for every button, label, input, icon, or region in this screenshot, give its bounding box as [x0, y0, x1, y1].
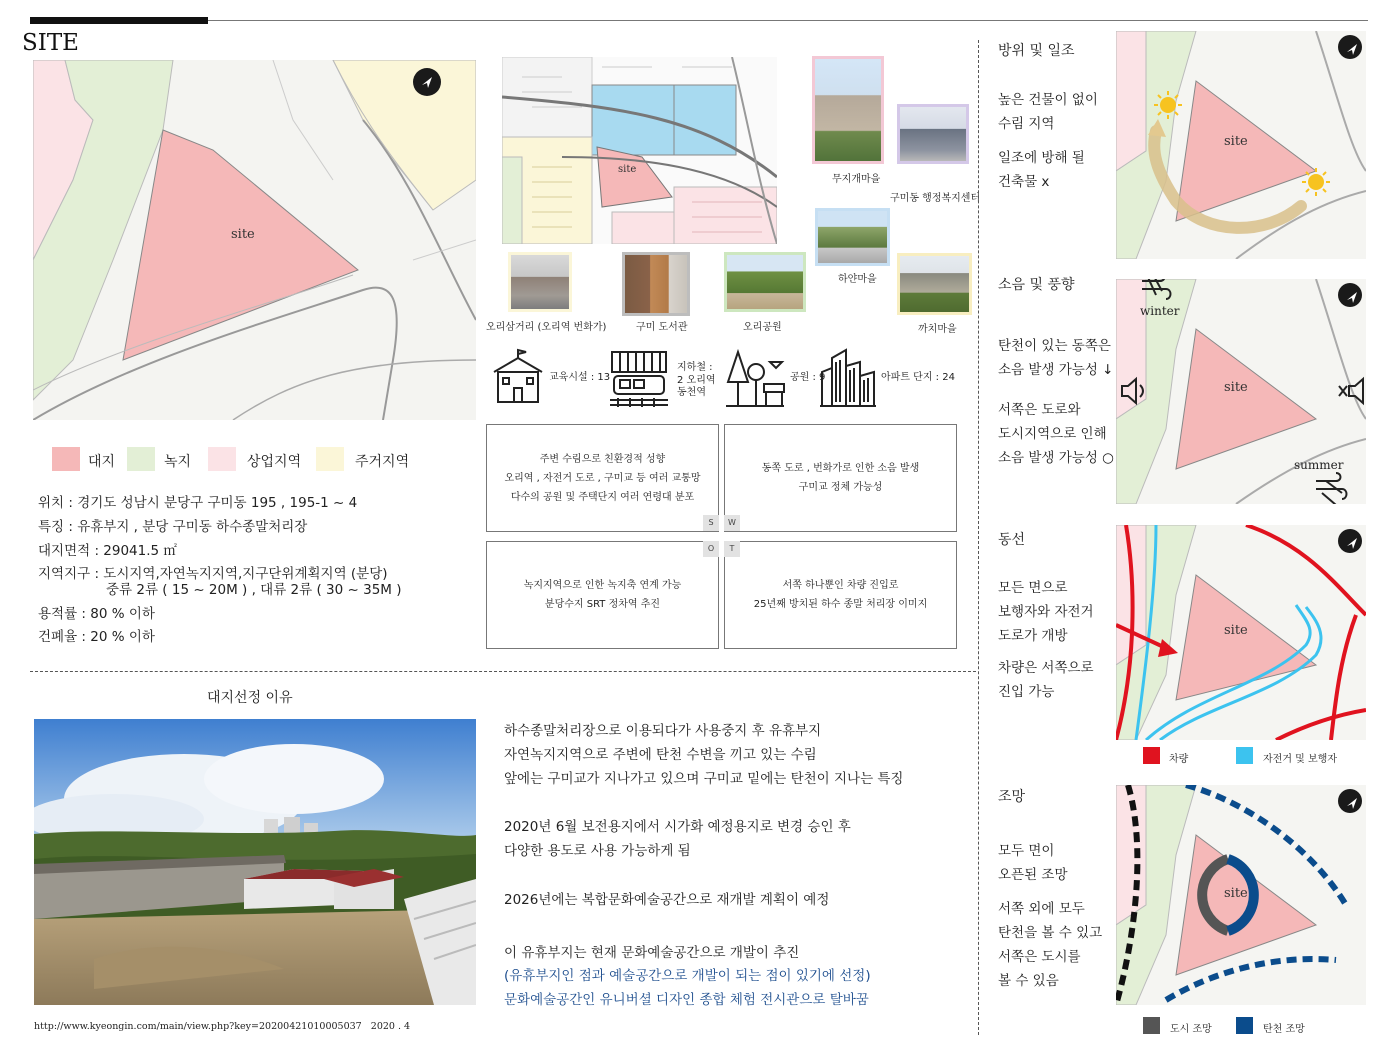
analysis-view-title: 조망 — [998, 789, 1026, 805]
view-site-label: site — [1224, 886, 1248, 901]
north-arrow-icon — [1338, 529, 1362, 553]
north-arrow-icon — [413, 68, 441, 96]
analysis-line: 서쪽은 도시를 — [998, 949, 1081, 965]
page-title: SITE — [22, 30, 79, 56]
legend-swatch-city-view — [1143, 1017, 1160, 1034]
legend-label-site: 대지 — [88, 454, 116, 470]
zoning-map — [502, 57, 777, 244]
caption-white-village: 하얀마을 — [838, 274, 877, 285]
swot-opportunity-box — [486, 541, 719, 649]
analysis-line: 소음 발생 가능성 ○ — [998, 450, 1114, 466]
header-rule — [208, 20, 1368, 21]
swot-s-line-1: 주변 수림으로 친환경적 성향 — [539, 453, 666, 465]
swot-o-line-2: 분당수지 SRT 정차역 추진 — [544, 599, 661, 610]
reason-line: 앞에는 구미교가 지나가고 있으며 구미교 밑에는 탄천이 지나는 특징 — [504, 771, 904, 787]
site-info-location: 위치 : 경기도 성남시 분당구 구미동 195 , 195-1 ~ 4 — [38, 495, 358, 511]
zoning-site-label: site — [618, 164, 637, 175]
reason-line: 다양한 용도로 사용 가능하게 됨 — [504, 843, 691, 859]
site-info-area: 대지면적 : 29041.5 ㎡ — [38, 543, 177, 559]
caption-ori-park: 오리공원 — [743, 322, 782, 333]
analysis-line: 도로가 개방 — [998, 628, 1068, 644]
analysis-line — [998, 887, 1102, 897]
subway-icon — [608, 348, 670, 408]
circulation-site-label: site — [1224, 623, 1248, 638]
site-info-zoning: 지역지구 : 도시지역,자연녹지지역,지구단위계획지역 (분당) — [38, 566, 388, 582]
park-icon — [724, 348, 786, 408]
site-info-far: 용적률 : 80 % 이하 — [38, 606, 155, 622]
legend-swatch-bike — [1236, 747, 1253, 764]
swot-strength-box — [486, 424, 719, 532]
source-link[interactable]: http://www.kyeongin.com/main/view.php?key=20200421010005037 2020 . 4 — [34, 1021, 411, 1032]
caption-magpie-village: 까치마을 — [918, 324, 957, 335]
legend-swatch-site — [52, 447, 80, 471]
legend-label-stream-view: 탄천 조망 — [1263, 1024, 1305, 1035]
caption-rainbow-village: 무지개마을 — [832, 174, 881, 185]
analysis-line: 높은 건물이 없이 — [998, 92, 1098, 108]
analysis-noise-title: 소음 및 풍향 — [998, 277, 1075, 293]
school-icon — [490, 348, 546, 404]
reason-title: 대지선정 이유 — [207, 690, 293, 706]
analysis-circulation-text — [998, 576, 1094, 704]
north-arrow-icon — [1338, 283, 1362, 307]
main-site-map — [33, 60, 476, 420]
swot-t-line-2: 25년째 방치된 하수 종말 처리장 이미지 — [753, 599, 928, 610]
reason-line: 2020년 6월 보전용지에서 시가화 예정용지로 변경 승인 후 — [504, 819, 851, 835]
legend-label-city-view: 도시 조망 — [1170, 1024, 1212, 1035]
wind-icon — [1312, 471, 1352, 504]
analysis-line: 도시지역으로 인해 — [998, 426, 1107, 442]
analysis-line: 수림 지역 — [998, 116, 1055, 132]
noise-site-label: site — [1224, 380, 1248, 395]
analysis-line: 오픈된 조망 — [998, 867, 1068, 883]
analysis-line: 볼 수 있음 — [998, 973, 1059, 989]
reason-line: 하수종말처리장으로 이용되다가 사용중지 후 유휴부지 — [504, 723, 822, 739]
photo-ori-park — [724, 252, 806, 312]
reason-line: 자연녹지지역으로 주변에 탄천 수변을 끼고 있는 수림 — [504, 747, 817, 763]
swot-weakness-box — [724, 424, 957, 532]
view-map — [1116, 785, 1366, 1005]
swot-o-line-1: 녹지지역으로 인한 녹지축 연계 가능 — [523, 580, 682, 591]
analysis-line: 일조에 방해 될 — [998, 150, 1085, 166]
reason-highlight-line: 문화예술공간인 유니버셜 디자인 종합 체험 전시관으로 탈바꿈 — [504, 992, 869, 1008]
analysis-line: 서쪽 외에 모두 — [998, 901, 1085, 917]
swot-key-o: O — [703, 541, 719, 557]
caption-gumi-office: 구미동 행정복지센터 — [890, 193, 981, 204]
section-divider-horizontal — [30, 671, 976, 672]
legend-swatch-green — [127, 447, 155, 471]
reason-highlight — [504, 964, 871, 1012]
analysis-line: 탄천을 볼 수 있고 — [998, 925, 1103, 941]
mute-icon — [1337, 376, 1365, 406]
wind-icon — [1136, 279, 1176, 307]
legend-label-vehicle: 차량 — [1169, 754, 1189, 765]
analysis-line — [998, 648, 1094, 656]
swot-key-s: S — [703, 515, 719, 531]
analysis-circulation-title: 동선 — [998, 532, 1026, 548]
apartment-icon — [818, 348, 878, 408]
legend-swatch-vehicle — [1143, 747, 1160, 764]
caption-gumi-library: 구미 도서관 — [636, 322, 688, 333]
header-accent-bar — [30, 17, 208, 24]
swot-key-t: T — [724, 541, 740, 557]
analysis-line: 보행자와 자전거 — [998, 604, 1094, 620]
reason-line: 2026년에는 복합문화예술공간으로 재개발 계획이 예정 — [504, 892, 830, 908]
photo-gumi-office — [897, 104, 969, 164]
label-subway-text: 지하철 : 2 오리역 동천역 — [677, 362, 716, 398]
analysis-noise-text — [998, 334, 1114, 470]
label-apartment: 아파트 단지 : 24 — [881, 372, 955, 383]
analysis-line: 모두 면이 — [998, 843, 1055, 859]
site-info-feature: 특징 : 유휴부지 , 분당 구미동 하수종말처리장 — [38, 519, 308, 535]
reason-paragraph-3 — [504, 888, 829, 912]
analysis-line: 탄천이 있는 동쪽은 — [998, 338, 1111, 354]
caption-ori-junction: 오리삼거리 (오리역 번화가) — [486, 322, 607, 333]
reason-paragraph-1 — [504, 719, 903, 791]
analysis-line: 차량은 서쪽으로 — [998, 660, 1094, 676]
summer-label: summer — [1294, 458, 1344, 472]
swot-threat-box — [724, 541, 957, 649]
legend-label-bike: 자전거 및 보행자 — [1263, 754, 1337, 765]
analysis-line: 모든 면으로 — [998, 580, 1068, 596]
swot-key-w: W — [724, 515, 740, 531]
speaker-icon — [1120, 376, 1146, 406]
north-arrow-icon — [1338, 789, 1362, 813]
site-label: site — [231, 227, 255, 242]
sun-map — [1116, 31, 1366, 259]
noise-map — [1116, 279, 1366, 504]
analysis-sun-text — [998, 88, 1098, 194]
analysis-view-text — [998, 839, 1102, 993]
analysis-line: 서쪽은 도로와 — [998, 402, 1081, 418]
reason-line: 이 유휴부지는 현재 문화예술공간으로 개발이 추진 — [504, 945, 800, 961]
swot-w-line-1: 동쪽 도로 , 번화가로 인한 소음 발생 — [761, 463, 920, 474]
circulation-map — [1116, 525, 1366, 740]
label-subway — [677, 362, 717, 400]
swot-w-line-2: 구미교 정체 가능성 — [798, 482, 883, 493]
reason-highlight-line: (유휴부지인 점과 예술공간으로 개발이 되는 점이 있기에 선정) — [504, 968, 871, 984]
analysis-line: 소음 발생 가능성 ↓ — [998, 362, 1114, 378]
sun-site-label: site — [1224, 134, 1248, 149]
legend-label-green: 녹지 — [164, 454, 192, 470]
site-info-bcr: 건폐율 : 20 % 이하 — [38, 629, 155, 645]
photo-rainbow-village — [812, 56, 884, 164]
label-park: 공원 : 9 — [790, 372, 826, 383]
section-divider-vertical — [978, 40, 979, 1035]
north-arrow-icon — [1338, 35, 1362, 59]
photo-magpie-village — [897, 253, 972, 315]
swot-t-line-1: 서쪽 하나뿐인 차량 진입로 — [782, 580, 899, 591]
label-education: 교육시설 : 13 — [549, 372, 611, 383]
photo-white-village — [815, 208, 890, 266]
analysis-line — [998, 382, 1114, 398]
legend-swatch-residential — [316, 447, 344, 471]
photo-gumi-library — [622, 252, 690, 316]
legend-swatch-stream-view — [1236, 1017, 1253, 1034]
site-info-zoning-detail: 중류 2류 ( 15 ~ 20M ) , 대류 2류 ( 30 ~ 35M ) — [106, 582, 402, 598]
reason-paragraph-4 — [504, 941, 799, 965]
analysis-line: 진입 가능 — [998, 684, 1055, 700]
swot-s-line-2: 오리역 , 자전거 도로 , 구미교 등 여러 교통망 — [504, 472, 701, 484]
legend-label-residential: 주거지역 — [355, 454, 410, 470]
analysis-sun-title: 방위 및 일조 — [998, 43, 1075, 59]
photo-ori-junction — [508, 252, 572, 312]
reason-paragraph-2 — [504, 815, 851, 863]
legend-label-commercial: 상업지역 — [247, 454, 302, 470]
analysis-line — [998, 136, 1098, 146]
analysis-line: 건축물 x — [998, 174, 1050, 190]
site-photo — [34, 719, 476, 1005]
swot-s-line-3: 다수의 공원 및 주택단지 여러 연령대 분포 — [510, 491, 695, 503]
winter-label: winter — [1140, 304, 1180, 318]
legend-swatch-commercial — [208, 447, 236, 471]
